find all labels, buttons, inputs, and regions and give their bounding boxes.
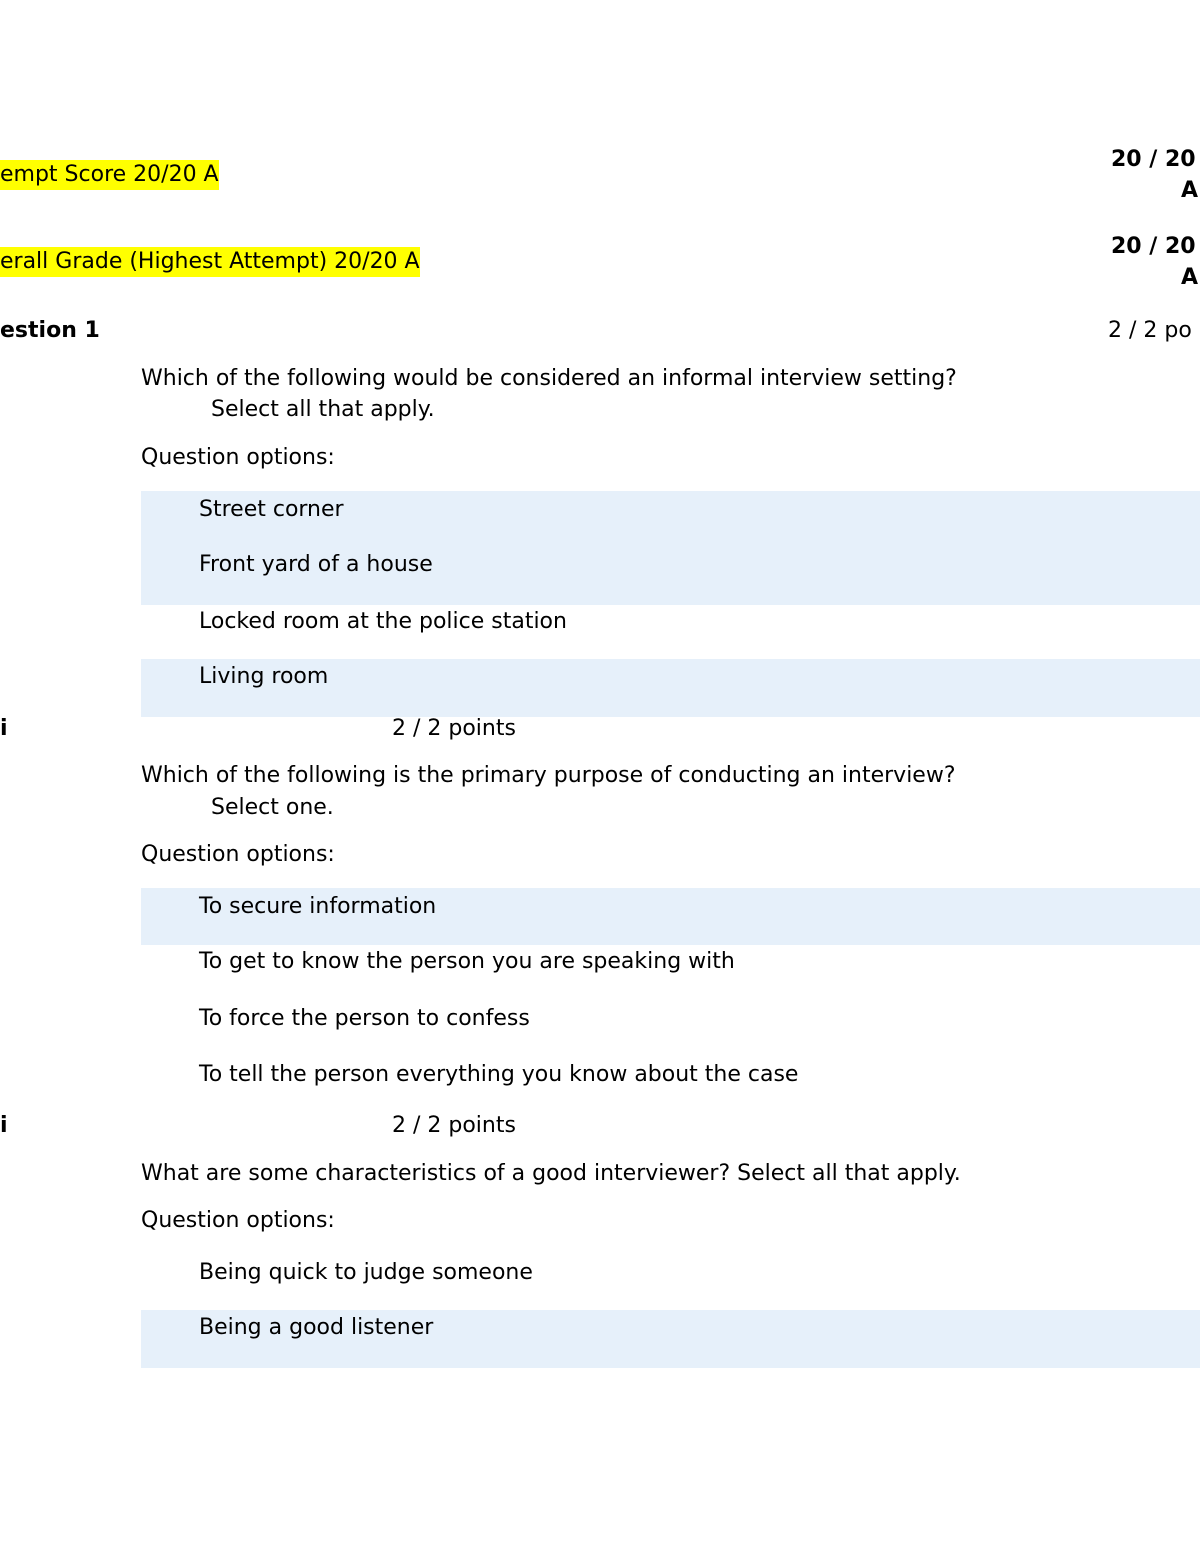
option[interactable]: To secure information — [199, 894, 437, 919]
question-1-prompt-instruction: Select all that apply. — [211, 397, 435, 422]
question-3-options-label: Question options: — [141, 1208, 335, 1233]
option[interactable]: Front yard of a house — [199, 552, 433, 577]
question-1-options-label: Question options: — [141, 445, 335, 470]
option[interactable]: Being quick to judge someone — [199, 1260, 533, 1285]
question-2-title: i — [0, 716, 8, 741]
attempt-score-grade: A — [1181, 178, 1199, 203]
option[interactable]: To get to know the person you are speaking with — [199, 949, 735, 974]
overall-grade-value: 20 / 20 — [1111, 234, 1196, 259]
option[interactable]: Living room — [199, 664, 329, 689]
question-3-points: 2 / 2 points — [392, 1113, 516, 1138]
question-2-prompt-instruction: Select one. — [211, 795, 334, 820]
question-3-prompt: What are some characteristics of a good interviewer? Select all that apply. — [141, 1161, 961, 1186]
overall-grade-label: erall Grade (Highest Attempt) 20/20 A — [0, 247, 420, 277]
option[interactable]: To force the person to confess — [199, 1006, 530, 1031]
question-3-title: i — [0, 1113, 8, 1138]
option[interactable]: To tell the person everything you know about the case — [199, 1062, 799, 1087]
option[interactable]: Locked room at the police station — [199, 609, 567, 634]
question-2-prompt: Which of the following is the primary purpose of conducting an interview? — [141, 763, 956, 788]
attempt-score-label: empt Score 20/20 A — [0, 160, 219, 190]
attempt-score-value: 20 / 20 — [1111, 147, 1196, 172]
question-1-title: estion 1 — [0, 318, 100, 343]
question-1-points: 2 / 2 po — [1108, 318, 1192, 343]
question-2-points: 2 / 2 points — [392, 716, 516, 741]
overall-grade-grade: A — [1181, 265, 1199, 290]
option[interactable]: Street corner — [199, 497, 344, 522]
question-2-options-label: Question options: — [141, 842, 335, 867]
option[interactable]: Being a good listener — [199, 1315, 434, 1340]
question-1-prompt: Which of the following would be considered an informal interview setting? — [141, 366, 957, 391]
